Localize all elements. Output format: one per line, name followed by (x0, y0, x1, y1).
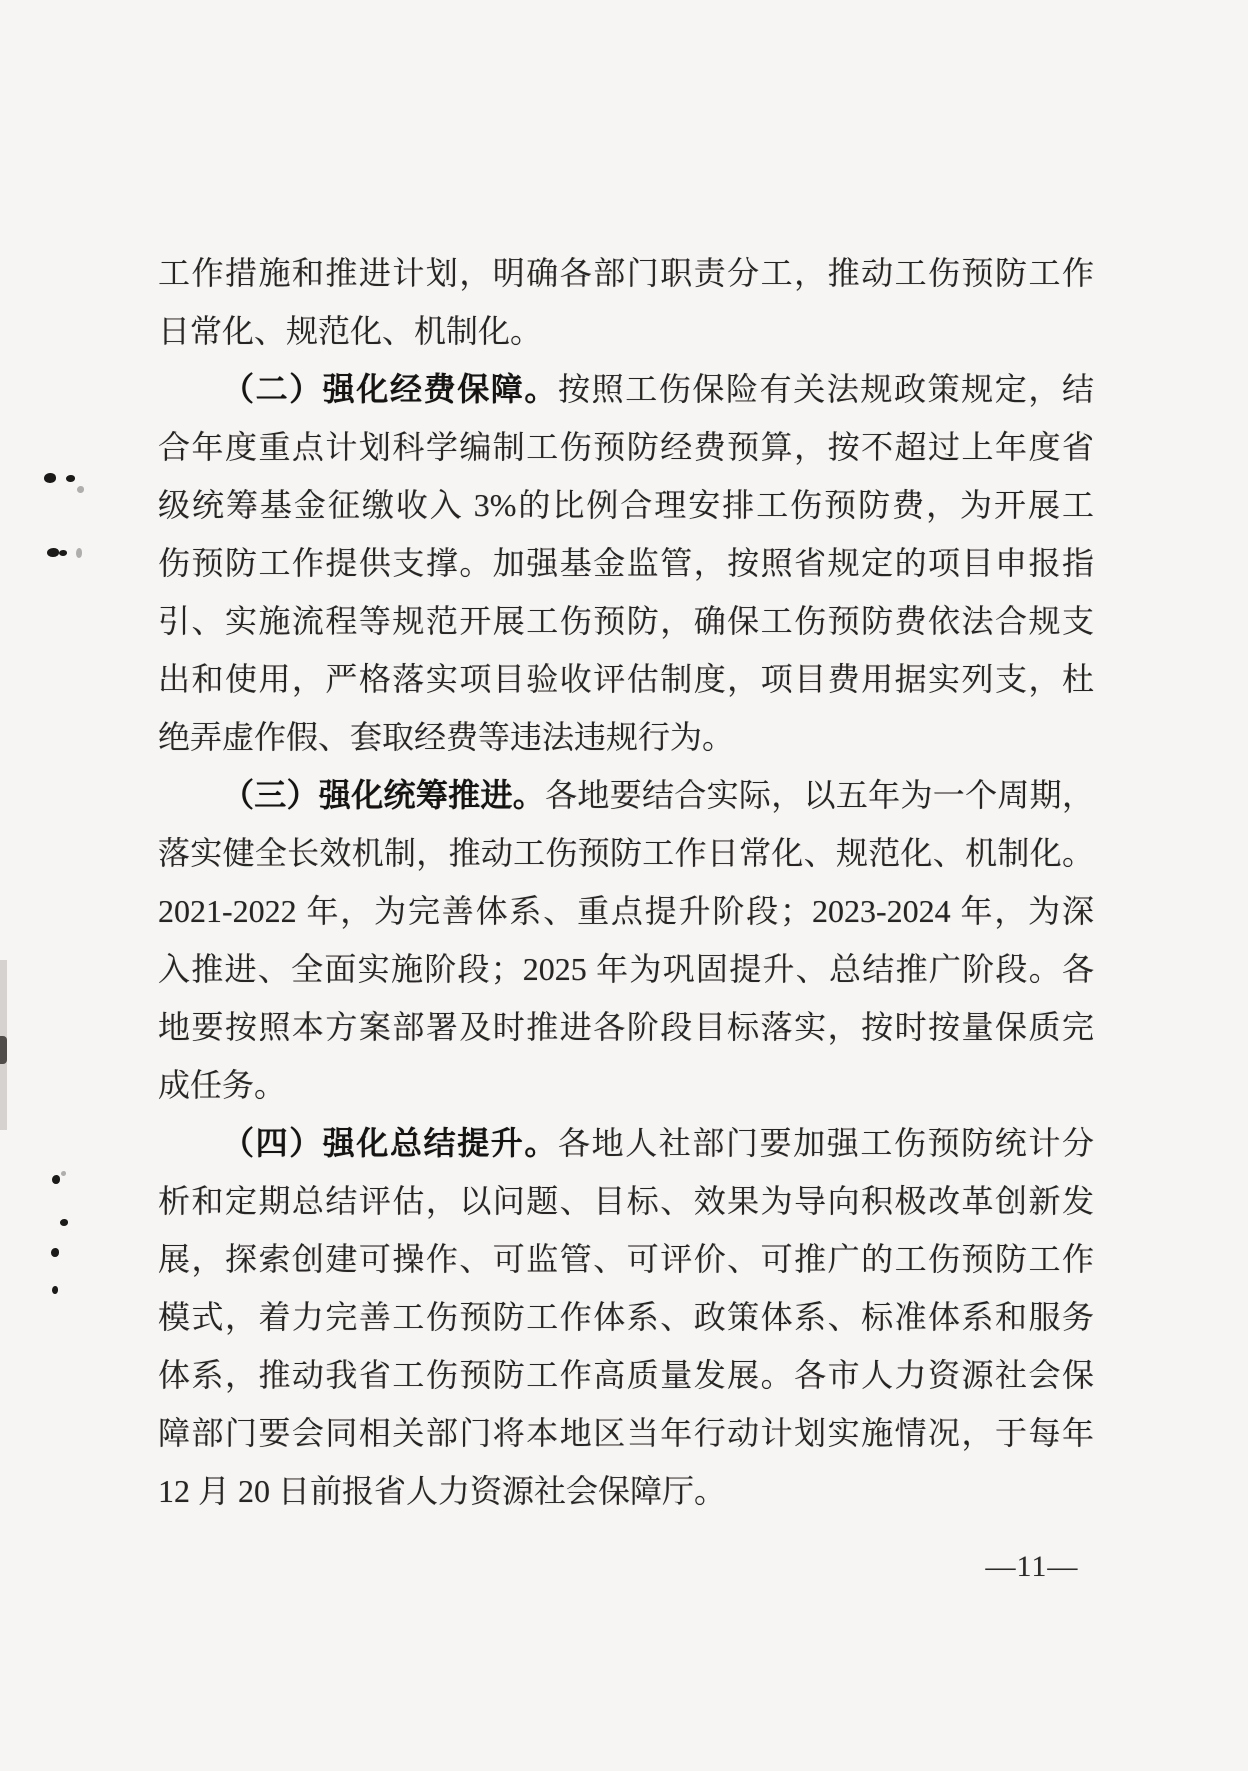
line-text: 绝弄虚作假、套取经费等违法违规行为。 (158, 719, 735, 755)
text-line (158, 650, 1094, 708)
ink-speck (52, 1286, 58, 1294)
line-text: 障部门要会同相关部门将本地区当年行动计划实施情况，于每年 (158, 1415, 1094, 1451)
text-line (158, 1056, 1094, 1114)
section-heading-line (158, 360, 1094, 418)
scan-edge-smudge (0, 1036, 7, 1064)
line-text: 级统筹基金征缴收入 3%的比例合理安排工伤预防费，为开展工 (158, 487, 1094, 523)
text-line (158, 1404, 1094, 1462)
ink-speck (61, 1171, 66, 1176)
text-line (158, 1172, 1094, 1230)
section-heading: （二）强化经费保障。 (222, 371, 558, 407)
line-text: 模式，着力完善工伤预防工作体系、政策体系、标准体系和服务 (158, 1299, 1094, 1335)
text-line (158, 1230, 1094, 1288)
line-text: 出和使用，严格落实项目验收评估制度，项目费用据实列支，杜 (158, 661, 1094, 697)
ink-speck (76, 548, 82, 558)
line-text: 成任务。 (158, 1067, 287, 1103)
line-text: 按照工伤保险有关法规政策规定，结 (558, 371, 1094, 407)
line-text: 析和定期总结评估，以问题、目标、效果为导向积极改革创新发 (158, 1183, 1094, 1219)
line-text: 体系，推动我省工伤预防工作高质量发展。各市人力资源社会保 (158, 1357, 1094, 1393)
text-line (158, 244, 1094, 302)
ink-speck (77, 486, 84, 493)
section-heading: （三）强化统筹推进。 (222, 777, 546, 813)
ink-speck (51, 1248, 59, 1257)
section-heading: （四）强化总结提升。 (222, 1125, 558, 1161)
section-heading-line (158, 766, 1094, 824)
line-text: 地要按照本方案部署及时推进各阶段目标落实，按时按量保质完 (158, 1009, 1094, 1045)
line-text: 各地人社部门要加强工伤预防统计分 (558, 1125, 1094, 1161)
text-line (158, 302, 1094, 360)
text-line (158, 708, 1094, 766)
ink-speck (44, 473, 56, 483)
text-line (158, 418, 1094, 476)
ink-speck (52, 1175, 60, 1184)
page-number: —11— (985, 1550, 1079, 1583)
text-line (158, 824, 1094, 882)
line-text: 工作措施和推进计划，明确各部门职责分工，推动工伤预防工作 (158, 255, 1094, 291)
text-line (158, 1462, 1094, 1520)
line-text: 合年度重点计划科学编制工伤预防经费预算，按不超过上年度省 (158, 429, 1094, 465)
line-text: 各地要结合实际，以五年为一个周期， (545, 777, 1094, 813)
ink-speck (59, 550, 67, 556)
text-line (158, 940, 1094, 998)
text-line (158, 592, 1094, 650)
ink-speck (60, 1219, 68, 1226)
text-line (158, 882, 1094, 940)
line-text: 展，探索创建可操作、可监管、可评价、可推广的工伤预防工作 (158, 1241, 1094, 1277)
text-line (158, 534, 1094, 592)
line-text: 2021-2022 年，为完善体系、重点提升阶段；2023-2024 年，为深 (158, 893, 1094, 929)
line-text: 落实健全长效机制，推动工伤预防工作日常化、规范化、机制化。 (158, 835, 1094, 871)
text-line (158, 998, 1094, 1056)
body-text (158, 244, 1094, 1520)
section-heading-line (158, 1114, 1094, 1172)
text-line (158, 476, 1094, 534)
line-text: 12 月 20 日前报省人力资源社会保障厅。 (158, 1473, 727, 1509)
line-text: 引、实施流程等规范开展工伤预防，确保工伤预防费依法合规支 (158, 603, 1094, 639)
ink-speck (47, 548, 59, 557)
line-text: 伤预防工作提供支撑。加强基金监管，按照省规定的项目申报指 (158, 545, 1094, 581)
line-text: 日常化、规范化、机制化。 (158, 313, 543, 349)
ink-speck (66, 475, 75, 482)
line-text: 入推进、全面实施阶段；2025 年为巩固提升、总结推广阶段。各 (158, 951, 1094, 987)
text-line (158, 1288, 1094, 1346)
text-line (158, 1346, 1094, 1404)
